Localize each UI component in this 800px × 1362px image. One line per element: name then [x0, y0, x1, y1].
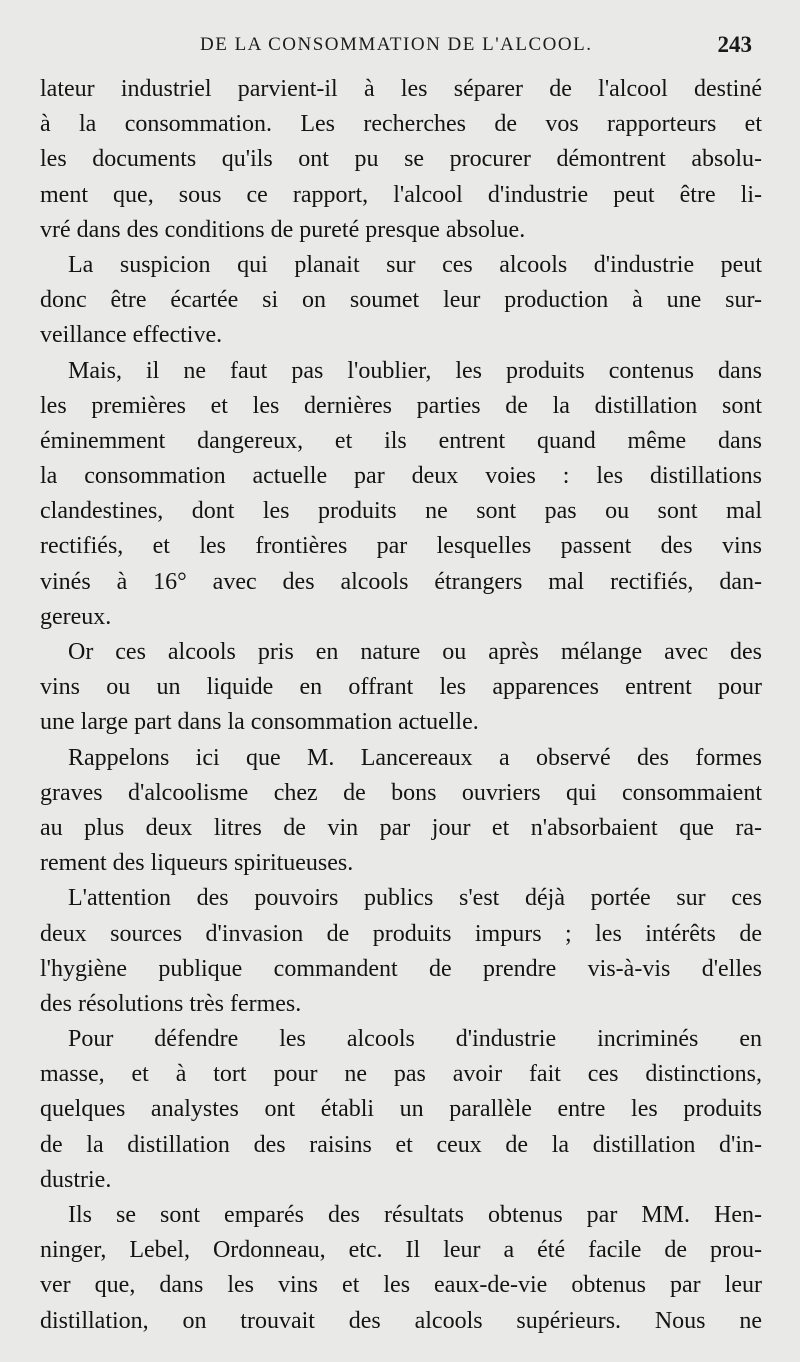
- text-line: une large part dans la consommation actuelle.: [40, 709, 479, 736]
- text-line: la consommation actuelle par deux voies : les distillations: [40, 463, 762, 490]
- paragraph-start-line: Or ces alcools pris en nature ou après mélange avec des: [68, 639, 762, 665]
- text-line: les documents qu'ils ont pu se procurer démontrent absolu-: [40, 146, 762, 173]
- text-line: au plus deux litres de vin par jour et n'absorbaient que ra-: [40, 814, 762, 841]
- text-line: ment que, sous ce rapport, l'alcool d'industrie peut être li-: [40, 181, 762, 208]
- paragraph-start-line: L'attention des pouvoirs publics s'est déjà portée sur ces: [68, 885, 762, 912]
- text-line: rectifiés, et les frontières par lesquelles passent des vins: [40, 533, 762, 560]
- text-line: de la distillation des raisins et ceux de la distillation d'in-: [40, 1131, 762, 1158]
- text-line: lateur industriel parvient-il à les séparer de l'alcool destiné: [40, 76, 762, 102]
- paragraph-start-line: Ils se sont emparés des résultats obtenus par MM. Hen-: [68, 1202, 762, 1228]
- text-line: ninger, Lebel, Ordonneau, etc. Il leur a été facile de prou-: [40, 1237, 762, 1264]
- body-text: [40, 72, 762, 1339]
- text-line: les premières et les dernières parties de la distillation sont: [40, 392, 762, 419]
- text-line: l'hygiène publique commandent de prendre vis-à-vis d'elles: [40, 955, 762, 982]
- paragraph-start-line: Mais, il ne faut pas l'oublier, les produits contenus dans: [68, 357, 762, 384]
- text-line: graves d'alcoolisme chez de bons ouvriers qui consommaient: [40, 779, 762, 806]
- text-line: à la consommation. Les recherches de vos rapporteurs et: [40, 111, 762, 138]
- text-line: clandestines, dont les produits ne sont pas ou sont mal: [40, 498, 762, 525]
- text-line: veillance effective.: [40, 322, 223, 349]
- text-line: vins ou un liquide en offrant les apparences entrent pour: [40, 674, 762, 701]
- text-line: ver que, dans les vins et les eaux-de-vie obtenus par leur: [40, 1272, 762, 1299]
- text-line: rement des liqueurs spiritueuses.: [40, 850, 354, 877]
- paragraph-start-line: Rappelons ici que M. Lancereaux a observé des formes: [68, 744, 762, 771]
- text-line: distillation, on trouvait des alcools supérieurs. Nous ne: [40, 1307, 762, 1334]
- page-header: [0, 34, 800, 64]
- running-title: DE LA CONSOMMATION DE L'ALCOOL.: [200, 34, 593, 55]
- paragraph-start-line: La suspicion qui planait sur ces alcools d'industrie peut: [68, 251, 762, 278]
- page-number: 243: [717, 32, 752, 57]
- text-line: vré dans des conditions de pureté presque absolue.: [40, 216, 526, 243]
- text-line: donc être écartée si on soumet leur production à une sur-: [40, 287, 762, 314]
- text-line: deux sources d'invasion de produits impurs ; les intérêts de: [40, 920, 762, 947]
- text-line: éminemment dangereux, et ils entrent quand même dans: [40, 427, 762, 454]
- text-line: quelques analystes ont établi un parallèle entre les produits: [40, 1096, 762, 1123]
- text-line: vinés à 16° avec des alcools étrangers mal rectifiés, dan-: [40, 568, 762, 595]
- text-line: masse, et à tort pour ne pas avoir fait ces distinctions,: [40, 1061, 762, 1088]
- text-line: des résolutions très fermes.: [40, 990, 302, 1017]
- text-line: gereux.: [40, 603, 112, 630]
- text-line: dustrie.: [40, 1166, 112, 1193]
- paragraph-start-line: Pour défendre les alcools d'industrie incriminés en: [68, 1026, 762, 1053]
